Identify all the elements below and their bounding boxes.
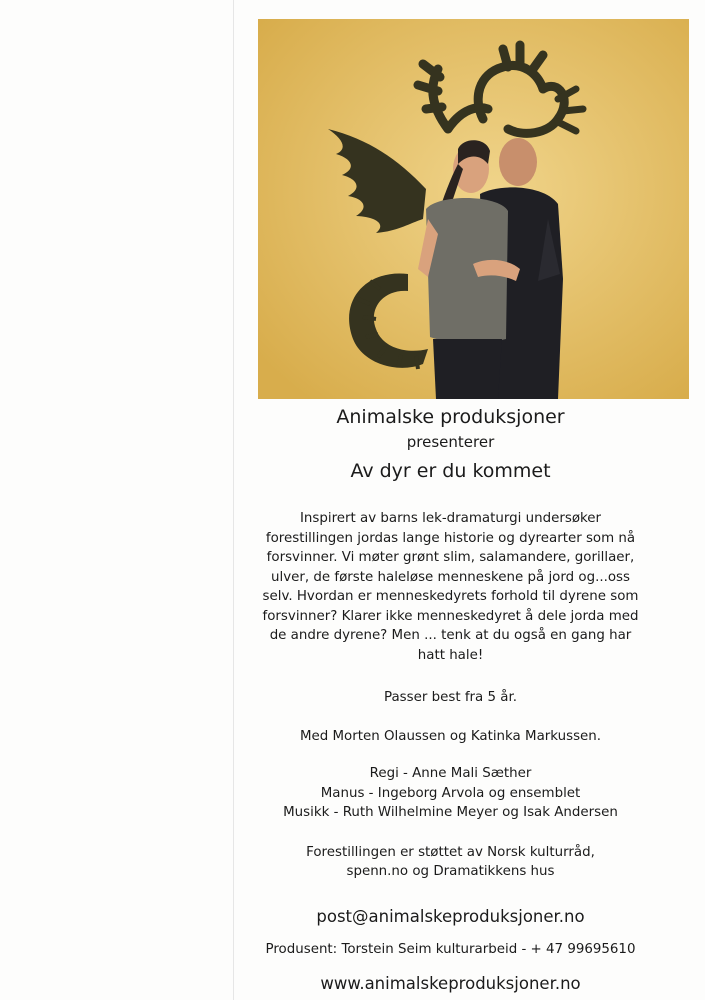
show-description	[258, 509, 643, 665]
description-line: forsvinner. Vi møter grønt slim, salamandere, gorillaer,	[266, 550, 635, 565]
cast-list: Med Morten Olaussen og Katinka Markussen.	[299, 729, 602, 744]
flyer-text	[258, 404, 643, 995]
fold-line	[233, 0, 234, 1000]
description-line: ulver, de første haleløse menneskene på jord og...oss	[270, 569, 631, 585]
producer-contact: Produsent: Torstein Seim kulturarbeid - + 47 99695610	[265, 941, 636, 957]
credit-music: Musikk - Ruth Wilhelmine Meyer og Isak Andersen	[283, 805, 618, 820]
producer-name: Animalske produksjoner	[336, 406, 565, 428]
website-address: www.animalskeproduksjoner.no	[320, 973, 581, 993]
support-line: spenn.no og Dramatikkens hus	[346, 864, 555, 879]
description-line: de andre dyrene? Men ... tenk at du også en gang har	[269, 628, 632, 643]
description-line: Inspirert av barns lek-dramaturgi undersøker	[299, 511, 602, 526]
age-recommendation: Passer best fra 5 år.	[383, 690, 518, 705]
support-line: Forestillingen er støttet av Norsk kulturråd,	[306, 844, 595, 860]
show-title: Av dyr er du kommet	[350, 460, 551, 482]
description-line: hatt hale!	[417, 647, 484, 663]
performance-photo	[258, 19, 689, 399]
description-line: forsvinner? Klarer ikke menneskedyret å dele jorda med	[262, 608, 639, 624]
contact-email: post@animalskeproduksjoner.no	[316, 906, 585, 926]
credit-script: Manus - Ingeborg Arvola og ensemblet	[320, 785, 581, 801]
presents-label: presenterer	[406, 433, 495, 451]
description-line: forestillingen jordas lange historie og dyrearter som nå	[265, 530, 636, 546]
credits	[258, 764, 643, 823]
support-statement	[258, 843, 643, 882]
description-line: selv. Hvordan er menneskedyrets forhold til dyrene som	[262, 589, 639, 604]
credit-direction: Regi - Anne Mali Sæther	[369, 766, 532, 781]
theatre-performers-photo-icon	[258, 19, 689, 399]
